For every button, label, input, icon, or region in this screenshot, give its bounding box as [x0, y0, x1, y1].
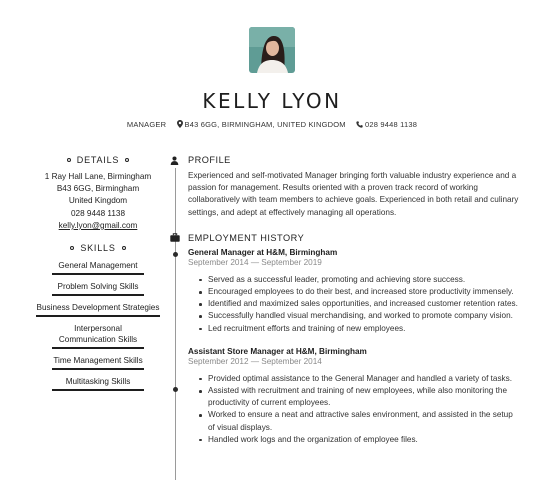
- details-block: [30, 171, 166, 232]
- job-dates: September 2012 — September 2014: [188, 356, 322, 366]
- profile-heading: PROFILE: [170, 155, 520, 165]
- skill-item: Business Development Strategies: [36, 300, 160, 317]
- heading-dot-icon: [122, 246, 126, 250]
- job-entry: [188, 347, 520, 446]
- job-bullet: Encouraged employees to do their best, and increased store productivity immensely.: [208, 286, 520, 298]
- job-bullet: Served as a successful leader, promoting and achieving store success.: [208, 274, 520, 286]
- skill-item: Problem Solving Skills: [52, 279, 144, 296]
- details-heading: DETAILS: [30, 155, 166, 165]
- job-dates: September 2014 — September 2019: [188, 257, 322, 267]
- job-bullet: Provided optimal assistance to the General Manager and handled a variety of tasks.: [208, 373, 520, 385]
- job-entry: [188, 248, 520, 335]
- email-link[interactable]: kelly.lyon@gmail.com: [58, 220, 138, 230]
- location-pin-icon: [177, 120, 183, 128]
- job-bullets: [208, 274, 520, 335]
- skills-heading: SKILLS: [30, 243, 166, 253]
- heading-dot-icon: [67, 158, 71, 162]
- briefcase-icon: [170, 233, 180, 242]
- skill-item: General Management: [52, 258, 144, 275]
- candidate-name: KELLY LYON: [202, 89, 342, 113]
- heading-dot-icon: [125, 158, 129, 162]
- contact-line: [0, 120, 544, 129]
- skill-item: Time Management Skills: [52, 353, 144, 370]
- left-column: [30, 155, 166, 395]
- job-title: Assistant Store Manager at H&M, Birmingham: [188, 346, 367, 356]
- address-line: B43 6GG, Birmingham: [56, 184, 140, 194]
- heading-dot-icon: [70, 246, 74, 250]
- profile-photo: [249, 27, 295, 73]
- job-bullet: Worked to ensure a neat and attractive sales environment, and assisted in the setup of visual displays.: [208, 409, 520, 433]
- job-bullet: Identified and maximized sales opportunities, and increased customer retention rates.: [208, 298, 520, 310]
- job-bullet: Led recruitment efforts and training of new employees.: [208, 323, 520, 335]
- phone-icon: [356, 121, 363, 128]
- job-bullets: [208, 373, 520, 446]
- phone-item: 028 9448 1138: [356, 120, 417, 129]
- skill-item: Multitasking Skills: [52, 374, 144, 391]
- address-item: B43 6GG, BIRMINGHAM, UNITED KINGDOM: [177, 120, 346, 129]
- role-label: MANAGER: [126, 120, 167, 129]
- skill-item: Interpersonal Communication Skills: [52, 321, 144, 349]
- job-bullet: Handled work logs and the organization of employee files.: [208, 434, 520, 446]
- employment-heading: EMPLOYMENT HISTORY: [170, 233, 520, 243]
- address-line: 1 Ray Hall Lane, Birmingham: [44, 172, 152, 181]
- job-title: General Manager at H&M, Birmingham: [188, 247, 338, 257]
- job-bullet: Assisted with recruitment and training of new employees, while also monitoring the productivity of current employees.: [208, 385, 520, 409]
- job-bullet: Successfully handled visual merchandising, and worked to promote company vision.: [208, 310, 520, 322]
- person-icon: [170, 156, 179, 165]
- profile-summary: Experienced and self-motivated Manager bringing forth valuable industry experience and a passion for management. Results oriented with a proven track record of working collaboratively with team members to achieve goals. Experienced in both retail and culinary settings, and adept at effectively managing all operations.: [188, 171, 519, 217]
- right-column: [170, 155, 520, 446]
- phone-line: 028 9448 1138: [70, 208, 126, 218]
- skills-list: [30, 258, 166, 391]
- address-line: United Kingdom: [68, 196, 128, 206]
